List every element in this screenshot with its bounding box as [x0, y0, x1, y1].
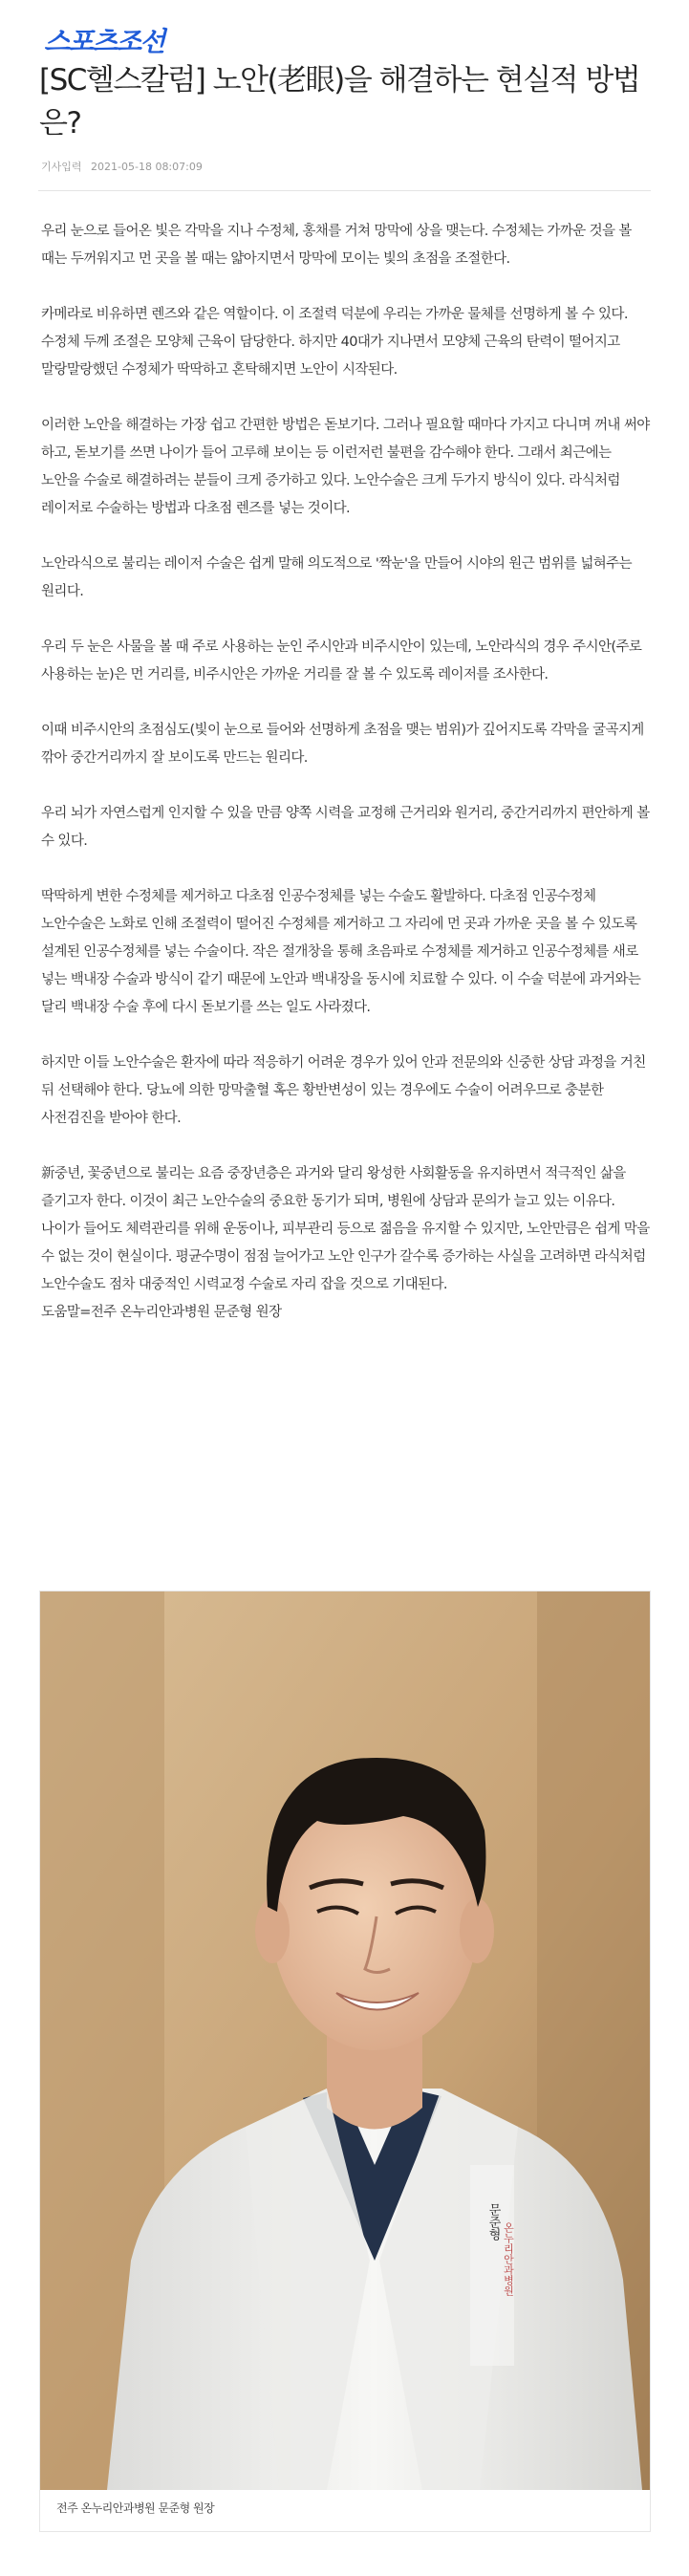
article-meta [41, 159, 208, 174]
paragraph: 이러한 노안을 해결하는 가장 쉽고 간편한 방법은 돋보기다. 그러나 필요할 때마다 가지고 다니며 꺼내 써야 하고, 돋보기를 쓰면 나이가 들어 고루해 보이는 등 이런저런 불편을 감수해야 한다. 그래서 최근에는 노안을 수술로 해결하려는 분들이 크게 증가하고 있다. 노안수술은 크게 두가지 방식이 있다. 라식처럼 레이저로 수술하는 방법과 다초점 렌즈를 넣는 것이다. [41, 418, 650, 516]
badge-hospital: 온누리안과병원 [502, 2222, 515, 2296]
byline: 도움말=전주 온누리안과병원 문준형 원장 [41, 1305, 282, 1320]
meta-label: 기사입력 [41, 161, 82, 173]
article-body [41, 218, 653, 1327]
paragraph: 하지만 이들 노안수술은 환자에 따라 적응하기 어려운 경우가 있어 안과 전문의와 신중한 상담 과정을 거친 뒤 선택해야 한다. 당뇨에 의한 망막출혈 혹은 황반변성이 있는 경우에도 수술이 어려우므로 충분한 사전검진을 받아야 한다. [41, 1055, 646, 1126]
paragraph: 우리 두 눈은 사물을 볼 때 주로 사용하는 눈인 주시안과 비주시안이 있는데, 노안라식의 경우 주시안(주로 사용하는 눈)은 먼 거리를, 비주시안은 가까운 거리를 잘 볼 수 있도록 레이저를 조사한다. [41, 639, 642, 682]
doctor-photo[interactable] [40, 1591, 650, 2490]
paragraph: 카메라로 비유하면 렌즈와 같은 역할이다. 이 조절력 덕분에 우리는 가까운 물체를 선명하게 볼 수 있다. 수정체 두께 조절은 모양체 근육이 담당한다. 하지만 40대가 지나면서 모양체 근육의 탄력이 떨어지고 말랑말랑했던 수정체가 딱딱하고 혼탁해지면 노안이 시작된다. [41, 307, 628, 378]
photo-caption: 전주 온누리안과병원 문준형 원장 [56, 2501, 215, 2515]
paragraph: 노안라식으로 불리는 레이저 수술은 쉽게 말해 의도적으로 '짝눈'을 만들어 시야의 원근 범위를 넓혀주는 원리다. [41, 556, 632, 599]
paragraph: 新중년, 꽃중년으로 불리는 요즘 중장년층은 과거와 달리 왕성한 사회활동을 유지하면서 적극적인 삶을 즐기고자 한다. 이것이 최근 노안수술의 중요한 동기가 되며, 병원에 상담과 문의가 늘고 있는 이유다. 나이가 들어도 체력관리를 위해 운동이나, 피부관리 등으로 젊음을 유지할 수 있지만, 노안만큼은 쉽게 막을 수 없는 것이 현실이다. 평균수명이 점점 늘어가고 노안 인구가 갈수록 증가하는 사실을 고려하면 라식처럼 노안수술도 점차 대중적인 시력교정 수술로 자리 잡을 것으로 기대된다. [41, 1166, 650, 1292]
site-logo[interactable] [44, 25, 163, 59]
doctor-portrait-image [40, 1591, 650, 2490]
title-divider [38, 190, 651, 191]
meta-datetime: 2021-05-18 08:07:09 [91, 161, 203, 173]
badge-name: 문준형 [485, 2203, 501, 2240]
paragraph: 이때 비주시안의 초점심도(빛이 눈으로 들어와 선명하게 초점을 맺는 범위)가 깊어지도록 각막을 굴곡지게 깎아 중간거리까지 잘 보이도록 만드는 원리다. [41, 723, 644, 766]
paragraph: 딱딱하게 변한 수정체를 제거하고 다초점 인공수정체를 넣는 수술도 활발하다. 다초점 인공수정체 노안수술은 노화로 인해 조절력이 떨어진 수정체를 제거하고 그 자리에 먼 곳과 가까운 곳을 볼 수 있도록 설계된 인공수정체를 넣는 수술이다. 작은 절개창을 통해 초음파로 수정체를 제거하고 인공수정체를 새로 넣는 백내장 수술과 방식이 같기 때문에 노안과 백내장을 동시에 치료할 수 있다. 이 수술 덕분에 과거와는 달리 백내장 수술 후에 다시 돋보기를 쓰는 일도 사라졌다. [41, 889, 641, 1015]
ear-right [460, 1898, 494, 1963]
article-title: [SC헬스칼럼] 노안(老眼)을 해결하는 현실적 방법은? [39, 63, 640, 141]
paragraph: 우리 눈으로 들어온 빛은 각막을 지나 수정체, 홍채를 거쳐 망막에 상을 맺는다. 수정체는 가까운 것을 볼 때는 두꺼워지고 먼 곳을 볼 때는 얇아지면서 망막에 모이는 빛의 초점을 조절한다. [41, 224, 632, 267]
paragraph: 우리 뇌가 자연스럽게 인지할 수 있을 만큼 양쪽 시력을 교정해 근거리와 원거리, 중간거리까지 편안하게 볼 수 있다. [41, 806, 650, 849]
article-photo-figure [39, 1591, 651, 2532]
site-logo-text: 스포츠조선 [44, 26, 164, 57]
